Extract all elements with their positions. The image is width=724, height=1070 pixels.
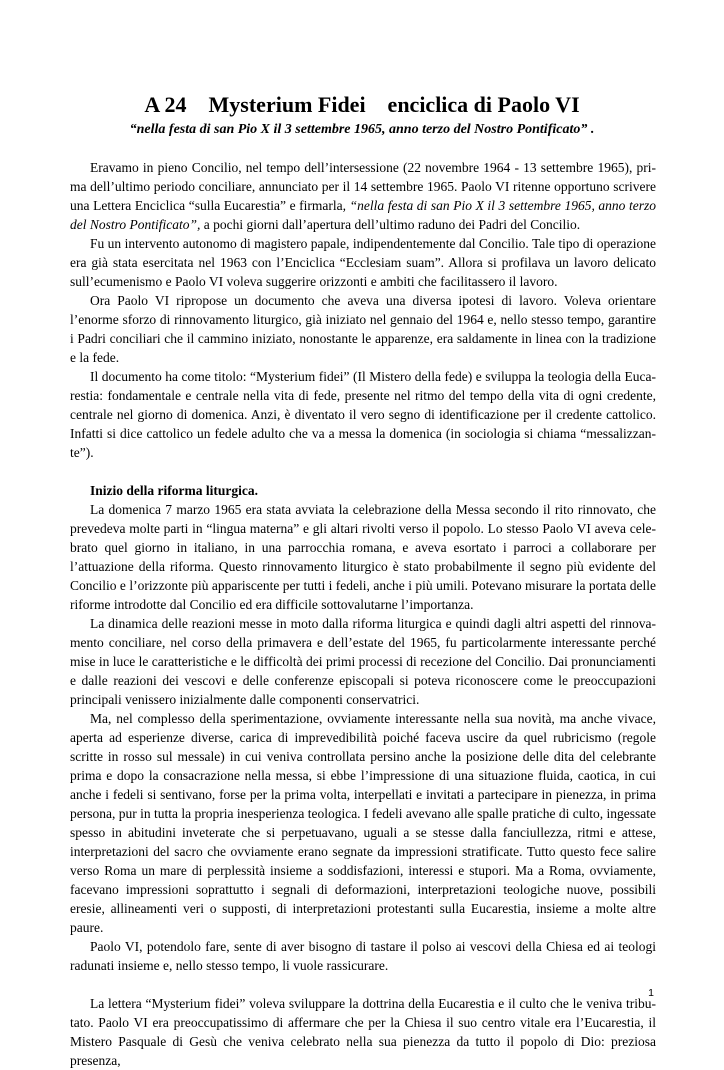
paragraph-text: Eravamo in pieno Concilio, nel tempo dell’intersessione (22 novembre 1964 - 13 settembre 1965), prima dell’ultimo periodo conciliare, annunciato per il 14 settembre 1965. Paolo VI ritenne opportuno scrivere una Lettera Enciclica “sulla Eucarestia” e firmarla <box>70 160 656 213</box>
paragraph-text: La dinamica delle reazioni messe in moto dalla riforma liturgica e quindi dagli altri aspetti del rinnovamento conciliare, nel corso della primavera e dell’estate del 1965, fu particolarmente interessante perché mise in luce le caratteristiche e le difficoltà dei primi processi di recezione del Concilio. Dai pronunciamenti e dalle reazioni dei vescovi e delle conferenze episcopali si poteva riconoscere come le preoccupazioni principali venissero inizialmente dalle componenti conservatrici. <box>70 616 656 707</box>
paragraph-text: Paolo VI, potendolo fare, sente di aver bisogno di tastare il polso ai vescovi della Chiesa ed ai teologi radunati insieme e, nello stesso tempo, li vuole rassicurare. <box>70 939 656 973</box>
document-body <box>70 158 656 1070</box>
liturgical-reform-section <box>70 500 656 975</box>
intro-section <box>70 158 656 462</box>
paragraph-text: Ora Paolo VI ripropose un documento che aveva una diversa ipotesi di lavoro. Voleva orientare l’enorme sforzo di rinnovamento liturgico, già iniziato nel gennaio del 1964 e, nello stesso tempo, garantire i Padri conciliari che il cammino iniziato, nonostante le apparenze, era saldamente in linea con la tradizione e la fede. <box>70 293 656 365</box>
page-number: 1 <box>648 987 654 999</box>
section-heading: Inizio della riforma liturgica. <box>90 483 258 498</box>
paragraph-text: a pochi giorni dall’apertura dell’ultimo raduno dei Padri del Concilio. <box>200 217 581 232</box>
paragraph-text: La domenica 7 marzo 1965 era stata avviata la celebrazione della Messa secondo il rito rinnovato, che prevedeva molte parti in “lingua materna” e gli altari rivolti verso il popolo. Lo stesso Paolo VI aveva celebrato quel giorno in italiano, in una parrocchia romana, e aveva esortato i parroci a collaborare per l’attuazione della riforma. Questo rinnovamento liturgico è stato probabilmente il segno più evidente del Concilio e l’orizzonte più appariscente per tutti i fedeli, anche i più umili. Potevano misurare la portata delle riforme introdotte dal Concilio ed era difficile sottovalutarne l’importanza. <box>70 502 656 612</box>
body-paragraph <box>70 994 656 1070</box>
body-paragraph <box>70 709 656 937</box>
body-paragraph <box>70 367 656 462</box>
paragraph-text: Il documento ha come titolo: “Mysterium fidei” (Il Mistero della fede) e sviluppa la teologia della Eucarestia: fondamentale e centrale nella vita di fede, presente nel ritmo del tempo della vita di ogni credente, centrale nel giorno di domenica. Anzi, è diventato il vero segno di identificazione per il credente cattolico. Infatti si dice cattolico un fedele adulto che va a messa la domenica (in sociologia si chiama “messalizzante”). <box>70 369 656 460</box>
paragraph-text: La lettera “Mysterium fidei” voleva sviluppare la dottrina della Eucarestia e il culto che le veniva tributato. Paolo VI era preoccupatissimo di affermare che per la Chiesa il suo centro vitale era l’Eucarestia, il Mistero Pasquale di Gesù che veniva celebrato nella sua pienezza da tutto il popolo di Dio: preziosa presenza, <box>70 996 656 1068</box>
italic-quote: , “nella festa di san Pio X il 3 settembre 1965, anno terzo del Nostro Pontificato”, <box>70 198 657 232</box>
body-paragraph <box>70 158 656 234</box>
body-paragraph <box>70 500 656 614</box>
document-subtitle: “nella festa di san Pio X il 3 settembre 1965, anno terzo del Nostro Pontificato” . <box>129 122 595 137</box>
body-paragraph <box>70 234 656 291</box>
paragraph-text: Ma, nel complesso della sperimentazione, ovviamente interessante nella sua novità, ma anche vivace, aperta ad esperienze diverse, carica di imprevedibilità poiché faceva uscire da quel rubricismo (regole scritte in rosso sul messale) in cui veniva controllata persino anche la posizione delle dita del celebrante prima e dopo la consacrazione nella messa, si ebbe l’impressione di una situazione fluida, caotica, in cui anche i fedeli si sentivano, forse per la prima volta, interpellati e invitati a partecipare in pienezza, in prima persona, pur in tutta la propria inesperienza teologica. I fedeli avevano alle spalle pratiche di culto, ingessate spesso in abitudini inveterate che si perpetuavano, uguali a se stesse dalla fanciullezza, ritmi e attese, interpretazioni del sacro che ovviamente erano segnate da impressioni stratificate. Tutto questo fece salire verso Roma un mare di perplessità insieme a soddisfazioni, interessi e stupori. Ma a Roma, ovviamente, facevano impressioni soprattutto i segnali di deformazioni, interpretazioni teologiche nuove, possibili eresie, allineamenti veri o supposti, di interpretazioni protestanti sulla Eucarestia, insieme a molte altre paure. <box>70 711 656 935</box>
closing-section <box>70 994 656 1070</box>
document-title: A 24 Mysterium Fidei enciclica di Paolo VI <box>144 92 580 117</box>
body-paragraph <box>70 291 656 367</box>
body-paragraph <box>70 937 656 975</box>
paragraph-text: Fu un intervento autonomo di magistero papale, indipendentemente dal Concilio. Tale tipo di operazione era già stata esercitata nel 1963 con l’Enciclica “Ecclesiam suam”. Allora si profilava un lavoro delicato sull’ecumenismo e Paolo VI voleva suggerire orizzonti e ambiti che facilitassero il lavoro. <box>70 236 656 289</box>
body-paragraph <box>70 614 656 709</box>
